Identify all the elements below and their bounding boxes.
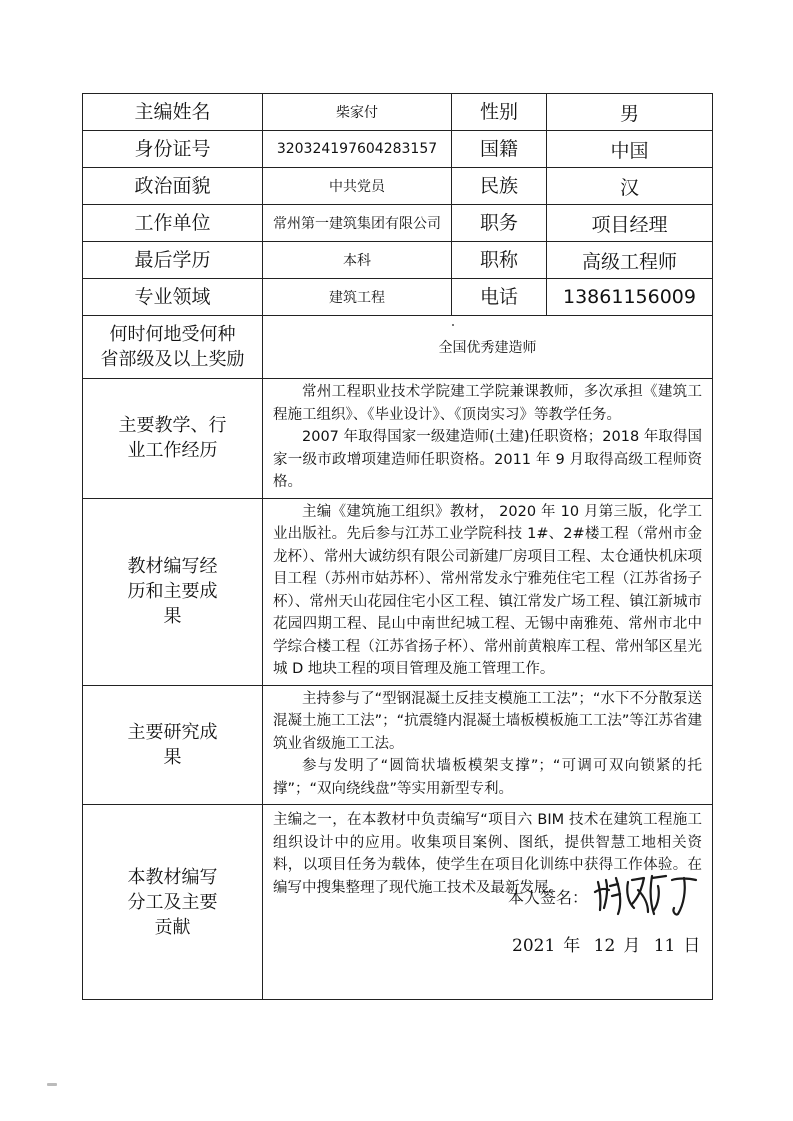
awards-label-line1: 何时何地受何种 bbox=[109, 324, 236, 345]
handwritten-signature bbox=[592, 868, 702, 920]
scan-speck bbox=[452, 324, 454, 326]
row-politics bbox=[83, 168, 713, 205]
awards-label-line2: 省部级及以上奖励 bbox=[100, 349, 245, 370]
contribution-paragraph-1: 主编之一，在本教材中负责编写“项目六 BIM 技术在建筑工程施工组织设计中的应用。收集项目案例、图纸，提供智慧工地相关资料，以项目任务为载体，使学生在项目化训练中获得工作体验。在编写中搜集整理了现代施工技术及最新发展。 bbox=[273, 812, 702, 896]
phone-value: 13861156009 bbox=[547, 279, 713, 316]
research-paragraph-1: 主持参与了“型钢混凝土反挂支模施工工法”；“水下不分散泵送混凝土施工工法”；“抗震缝内混凝土墙板模板施工工法”等江苏省建筑业省级施工工法。 bbox=[273, 690, 702, 752]
nationality-value: 中国 bbox=[547, 131, 713, 168]
teaching-paragraph-2: 2007 年取得国家一级建造师(土建)任职资格；2018 年取得国家一级市政增项建造师任职资格。2011 年 9 月取得高级工程师资格。 bbox=[273, 429, 702, 490]
research-label bbox=[83, 685, 263, 805]
research-content bbox=[263, 685, 713, 805]
editor-info-table bbox=[82, 93, 713, 1000]
contribution-label bbox=[83, 805, 263, 1000]
id-label: 身份证号 bbox=[83, 131, 263, 168]
row-employer bbox=[83, 205, 713, 242]
phone-label: 电话 bbox=[452, 279, 547, 316]
name-value: 柴家付 bbox=[263, 94, 452, 131]
education-label: 最后学历 bbox=[83, 242, 263, 279]
row-id bbox=[83, 131, 713, 168]
textbook-label-line2: 历和主要成 bbox=[127, 581, 218, 602]
row-field bbox=[83, 279, 713, 316]
id-value: 320324197604283157 bbox=[263, 131, 452, 168]
date-year-unit: 年 bbox=[563, 936, 581, 956]
contribution-label-line2: 分工及主要 bbox=[127, 891, 218, 913]
ethnicity-value: 汉 bbox=[547, 168, 713, 205]
signature-label: 本人签名： bbox=[508, 888, 589, 907]
employer-label: 工作单位 bbox=[83, 205, 263, 242]
gender-value: 男 bbox=[547, 94, 713, 131]
title-value: 高级工程师 bbox=[547, 242, 713, 279]
teaching-paragraph-1: 常州工程职业技术学院建工学院兼课教师，多次承担《建筑工程施工组织》、《毕业设计》、《顶岗实习》等教学任务。 bbox=[273, 384, 702, 423]
contribution-label-line1: 本教材编写 bbox=[127, 866, 218, 888]
textbook-label-line3: 果 bbox=[163, 606, 182, 627]
date-month: 12 bbox=[593, 936, 616, 956]
date-year: 2021 bbox=[512, 936, 556, 956]
textbook-content bbox=[263, 498, 713, 685]
date-day-unit: 日 bbox=[683, 936, 701, 956]
textbook-label-line1: 教材编写经 bbox=[127, 556, 218, 577]
row-textbook bbox=[83, 498, 713, 685]
nationality-label: 国籍 bbox=[452, 131, 547, 168]
politics-label: 政治面貌 bbox=[83, 168, 263, 205]
politics-value: 中共党员 bbox=[263, 168, 452, 205]
position-value: 项目经理 bbox=[547, 205, 713, 242]
field-value: 建筑工程 bbox=[263, 279, 452, 316]
sign-date bbox=[512, 931, 708, 956]
research-paragraph-2: 参与发明了“圆筒状墙板模架支撑”；“可调可双向锁紧的托撑”；“双向绕线盘”等实用新型专利。 bbox=[273, 758, 702, 797]
field-label: 专业领域 bbox=[83, 279, 263, 316]
name-label: 主编姓名 bbox=[83, 94, 263, 131]
row-name bbox=[83, 94, 713, 131]
teaching-label-line1: 主要教学、行 bbox=[118, 415, 227, 437]
position-label: 职务 bbox=[452, 205, 547, 242]
date-day: 11 bbox=[653, 936, 676, 956]
teaching-label-line2: 业工作经历 bbox=[127, 440, 218, 462]
teaching-content bbox=[263, 379, 713, 499]
row-research bbox=[83, 685, 713, 805]
textbook-paragraph-1: 主编《建筑施工组织》教材， 2020 年 10 月第三版，化学工业出版社。先后参与江苏工业学院科技 1#、2#楼工程（常州市金龙杯）、常州大诚纺织有限公司新建厂房项目工程、太仓通快机床项目工程（苏州市姑苏杯）、常州常发永宁雅苑住宅工程（江苏省扬子杯）、常州天山花园住宅小区工程、镇江常发广场工程、镇江新城市花园四期工程、昆山中南世纪城工程、无锡中南雅苑、常州市北中学综合楼工程（江苏省扬子杯）、常州前黄粮库工程、常州邹区星光城 D 地块工程的项目管理及施工管理工作。 bbox=[273, 503, 702, 677]
ethnicity-label: 民族 bbox=[452, 168, 547, 205]
research-label-line1: 主要研究成 bbox=[127, 721, 218, 743]
awards-label bbox=[83, 316, 263, 379]
gender-label: 性别 bbox=[452, 94, 547, 131]
row-awards bbox=[83, 316, 713, 379]
date-month-unit: 月 bbox=[623, 936, 641, 956]
title-label: 职称 bbox=[452, 242, 547, 279]
contribution-label-line3: 贡献 bbox=[154, 916, 191, 938]
scan-mark bbox=[47, 1083, 57, 1086]
employer-value: 常州第一建筑集团有限公司 bbox=[263, 205, 452, 242]
row-education bbox=[83, 242, 713, 279]
teaching-label bbox=[83, 379, 263, 499]
row-teaching bbox=[83, 379, 713, 499]
research-label-line2: 果 bbox=[163, 746, 182, 768]
awards-value: 全国优秀建造师 bbox=[263, 316, 713, 379]
textbook-label bbox=[83, 498, 263, 685]
education-value: 本科 bbox=[263, 242, 452, 279]
